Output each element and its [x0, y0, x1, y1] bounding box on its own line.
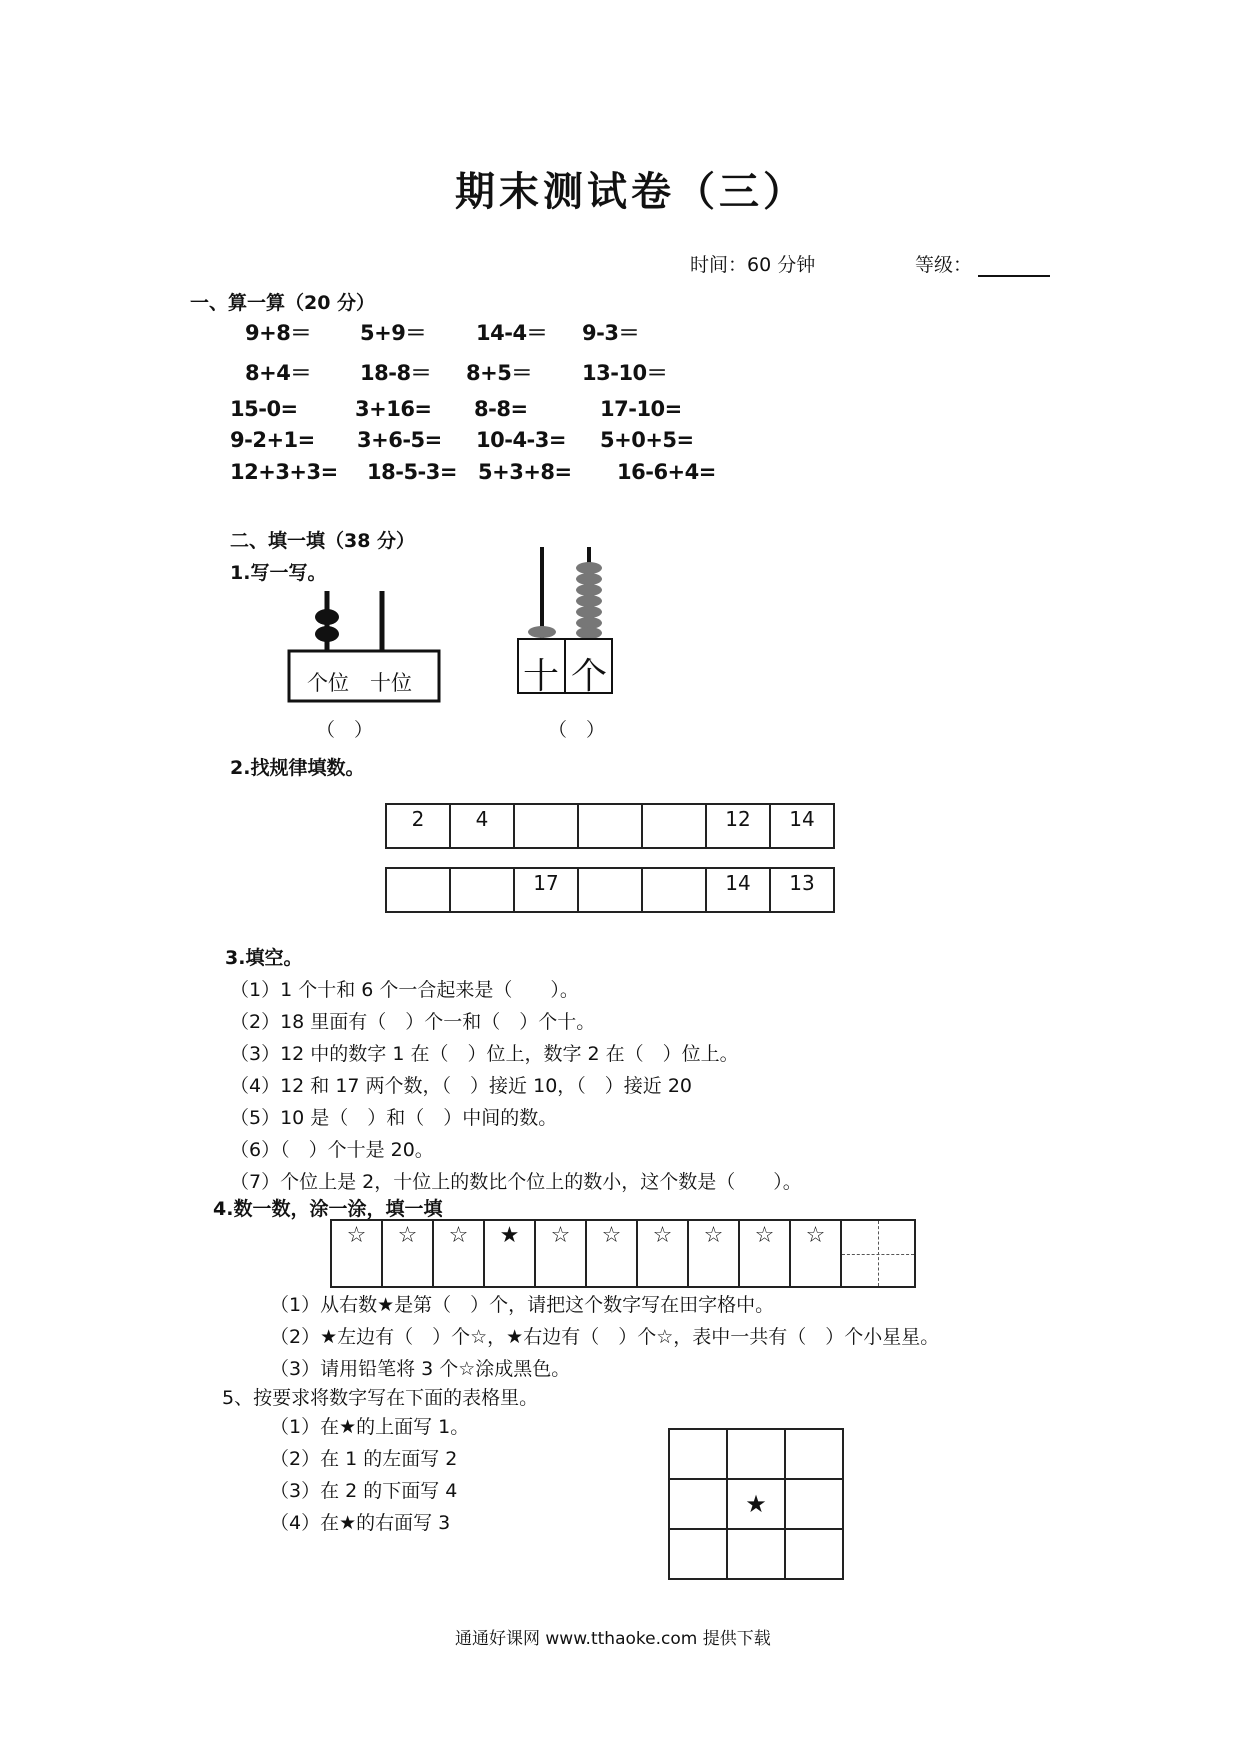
- equation: 17-10=: [600, 397, 682, 421]
- grid-instruction: （3）在 2 的下面写 4: [270, 1480, 458, 1502]
- equation: 5+0+5=: [600, 428, 694, 452]
- pattern-cell[interactable]: [642, 868, 706, 912]
- fill-question: （2）18 里面有（ ）个一和（ ）个十。: [230, 1011, 596, 1033]
- answer-blank[interactable]: （ ）: [316, 719, 374, 741]
- section1-heading: 一、算一算（20 分）: [190, 292, 376, 314]
- grid-cell[interactable]: [785, 1479, 843, 1529]
- equation: 3+6-5=: [357, 428, 442, 452]
- pattern-cell[interactable]: [642, 804, 706, 848]
- pattern-cell: 17: [514, 868, 578, 912]
- grid-cell[interactable]: [785, 1529, 843, 1579]
- star-cell[interactable]: ☆: [688, 1220, 739, 1287]
- q4-label: 4.数一数，涂一涂，填一填: [213, 1198, 443, 1220]
- star-question: （3）请用铅笔将 3 个☆涂成黑色。: [270, 1358, 571, 1380]
- grid-cell-center-star: ★: [727, 1479, 785, 1529]
- star-cell[interactable]: ☆: [586, 1220, 637, 1287]
- pattern-cell[interactable]: [450, 868, 514, 912]
- equation: 18-8＝: [360, 361, 432, 385]
- pattern-cell: 14: [770, 804, 834, 848]
- equation: 5+9＝: [360, 321, 426, 345]
- equation: 16-6+4=: [617, 460, 716, 484]
- pattern-cell[interactable]: [578, 868, 642, 912]
- star-cell[interactable]: ☆: [790, 1220, 841, 1287]
- grid-cell[interactable]: [669, 1479, 727, 1529]
- fill-question: （6）（ ）个十是 20。: [230, 1139, 434, 1161]
- q5-label: 5、按要求将数字写在下面的表格里。: [222, 1387, 539, 1409]
- star-cell[interactable]: ☆: [331, 1220, 382, 1287]
- pattern-table-1: [385, 803, 835, 849]
- star-table: [330, 1219, 916, 1288]
- equation: 10-4-3=: [476, 428, 566, 452]
- position-grid: [668, 1428, 844, 1580]
- grid-instruction: （4）在★的右面写 3: [270, 1512, 451, 1534]
- pattern-cell: 14: [706, 868, 770, 912]
- tian-zi-ge-box[interactable]: [841, 1220, 915, 1287]
- star-question: （2）★左边有（ ）个☆，★右边有（ ）个☆，表中一共有（ ）个小星星。: [270, 1326, 940, 1348]
- time-label: 时间：60 分钟: [690, 254, 816, 276]
- q3-label: 3.填空。: [225, 947, 303, 969]
- equation: 5+3+8=: [478, 460, 572, 484]
- fill-question: （7）个位上是 2，十位上的数比个位上的数小，这个数是（ ）。: [230, 1171, 802, 1193]
- abacus-bead: [576, 562, 602, 574]
- equation: 8+5＝: [466, 361, 532, 385]
- grid-cell[interactable]: [727, 1429, 785, 1479]
- abacus-bead: [315, 609, 339, 625]
- pattern-cell: 12: [706, 804, 770, 848]
- abacus-bead: [315, 626, 339, 642]
- grid-cell[interactable]: [669, 1529, 727, 1579]
- abacus-bead: [576, 627, 602, 639]
- star-cell: ★: [484, 1220, 535, 1287]
- equation: 9-2+1=: [230, 428, 315, 452]
- pattern-cell[interactable]: [386, 868, 450, 912]
- grade-blank[interactable]: [978, 255, 1050, 277]
- equation: 15-0=: [230, 397, 298, 421]
- equation: 13-10＝: [582, 361, 668, 385]
- pattern-cell: 2: [386, 804, 450, 848]
- star-cell[interactable]: ☆: [535, 1220, 586, 1287]
- equation: 12+3+3=: [230, 460, 338, 484]
- abacus-bead: [576, 584, 602, 596]
- abacus2-ones-label: 个: [571, 656, 608, 697]
- grid-instruction: （1）在★的上面写 1。: [270, 1416, 470, 1438]
- equation: 8+4＝: [245, 361, 311, 385]
- pattern-table-2: [385, 867, 835, 913]
- star-cell[interactable]: ☆: [739, 1220, 790, 1287]
- grid-cell[interactable]: [727, 1529, 785, 1579]
- equation: 8-8=: [474, 397, 528, 421]
- abacus-bead: [528, 626, 556, 638]
- fill-question: （1）1 个十和 6 个一合起来是（ ）。: [230, 979, 579, 1001]
- q2-label: 2.找规律填数。: [230, 757, 365, 779]
- grid-instruction: （2）在 1 的左面写 2: [270, 1448, 458, 1470]
- equation: 18-5-3=: [367, 460, 457, 484]
- section2-heading: 二、填一填（38 分）: [230, 530, 416, 552]
- dashed-guide: [878, 1221, 879, 1286]
- grade-label: [915, 250, 1050, 277]
- footer-credit: 通通好课网 www.tthaoke.com 提供下载: [455, 1629, 771, 1649]
- abacus-bead: [576, 573, 602, 585]
- grid-cell[interactable]: [785, 1429, 843, 1479]
- grid-cell[interactable]: [669, 1429, 727, 1479]
- abacus1-label: 个位 十位: [307, 671, 412, 695]
- equation: 3+16=: [355, 397, 432, 421]
- star-question: （1）从右数★是第（ ）个，请把这个数字写在田字格中。: [270, 1294, 775, 1316]
- equation: 9+8＝: [245, 321, 311, 345]
- pattern-cell[interactable]: [514, 804, 578, 848]
- abacus-bead: [576, 595, 602, 607]
- star-cell[interactable]: ☆: [433, 1220, 484, 1287]
- pattern-cell[interactable]: [578, 804, 642, 848]
- grade-label-text: 等级：: [915, 254, 973, 276]
- abacus2-tens-label: 十: [523, 656, 560, 697]
- abacus-bead: [576, 606, 602, 618]
- answer-blank[interactable]: （ ）: [548, 719, 606, 741]
- equation: 14-4＝: [476, 321, 548, 345]
- star-cell[interactable]: ☆: [382, 1220, 433, 1287]
- pattern-cell: 13: [770, 868, 834, 912]
- q1-label: 1.写一写。: [230, 562, 327, 584]
- pattern-cell: 4: [450, 804, 514, 848]
- equation: 9-3＝: [582, 321, 639, 345]
- star-cell[interactable]: ☆: [637, 1220, 688, 1287]
- fill-question: （4）12 和 17 两个数，（ ）接近 10，（ ）接近 20: [230, 1075, 692, 1097]
- fill-question: （3）12 中的数字 1 在（ ）位上，数字 2 在（ ）位上。: [230, 1043, 739, 1065]
- fill-question: （5）10 是（ ）和（ ）中间的数。: [230, 1107, 558, 1129]
- page-title: 期末测试卷（三）: [455, 168, 807, 215]
